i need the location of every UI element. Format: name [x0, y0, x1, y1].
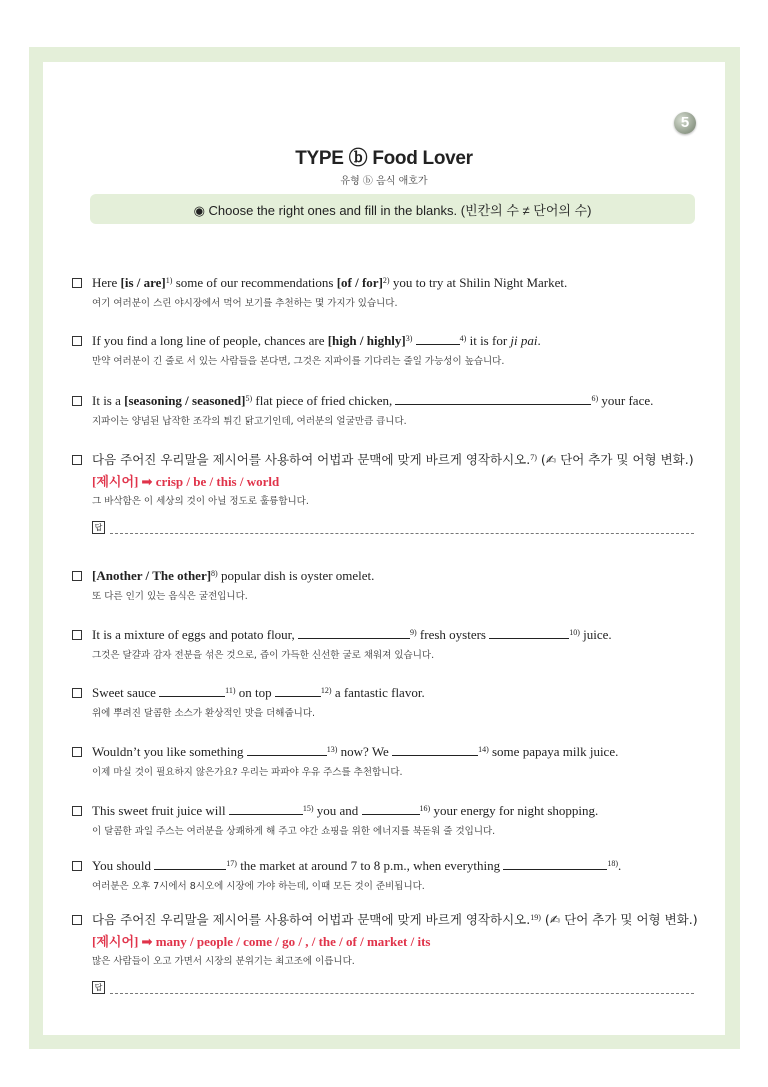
- blank-13[interactable]: [247, 743, 327, 756]
- korean-translation: 여기 여러분이 스린 야시장에서 먹어 보기를 추천하는 몇 가지가 있습니다.: [92, 298, 398, 309]
- text: on top: [235, 685, 275, 700]
- text: You should: [92, 858, 155, 873]
- blank-number: 16): [419, 804, 431, 813]
- checkbox[interactable]: [72, 278, 82, 288]
- blank-18[interactable]: [503, 857, 607, 870]
- korean-translation: 그것은 달걀과 감자 전분을 섞은 것으로, 즙이 가득한 신선한 굴로 채워져 있습니다.: [92, 650, 435, 661]
- text: the market at around 7 to 8 p.m., when everything: [236, 858, 504, 873]
- blank-number: 17): [226, 859, 237, 868]
- answer-label: 답: [92, 981, 105, 994]
- blank-number: 2): [382, 276, 390, 285]
- blank-number: 9): [410, 628, 417, 637]
- text: it is for: [466, 333, 511, 348]
- blank-12[interactable]: [275, 684, 321, 697]
- italic-term: ji pai: [510, 333, 538, 348]
- question-9: [72, 802, 712, 837]
- question-note: (✍ 단어 추가 및 어형 변화.): [540, 912, 698, 927]
- blank-number: 12): [320, 686, 332, 695]
- instruction-banner: [90, 194, 695, 224]
- blank-10[interactable]: [489, 626, 569, 639]
- korean-translation: 이 달콤한 과일 주스는 여러분을 상쾌하게 해 주고 야간 쇼핑을 위한 에너지를 북돋워 줄 것입니다.: [92, 826, 496, 837]
- blank-number: 5): [245, 394, 253, 403]
- blank-number: 19): [530, 913, 541, 922]
- blank-9[interactable]: [298, 626, 410, 639]
- question-3: [72, 392, 712, 427]
- checkbox[interactable]: [72, 915, 82, 925]
- choice-5: [seasoning / seasoned]: [124, 393, 246, 408]
- hint-words: [제시어] ➟ crisp / be / this / world: [92, 474, 280, 489]
- checkbox[interactable]: [72, 396, 82, 406]
- blank-number: 8): [211, 569, 218, 578]
- korean-translation: 그 바삭함은 이 세상의 것이 아닐 정도로 훌륭합니다.: [92, 496, 309, 507]
- answer-line-19[interactable]: [92, 981, 694, 995]
- answer-label: 답: [92, 521, 105, 534]
- page-number-badge: 5: [674, 112, 696, 134]
- checkbox[interactable]: [72, 630, 82, 640]
- text: some papaya milk juice.: [488, 744, 619, 759]
- blank-number: 13): [326, 745, 338, 754]
- korean-translation: 위에 뿌려진 달콤한 소스가 환상적인 맛을 더해줍니다.: [92, 708, 316, 719]
- choice-3: [high / highly]: [327, 333, 406, 348]
- hint-words: [제시어] ➟ many / people / come / go / , / the / of / market / its: [92, 934, 431, 949]
- text: popular dish is oyster omelet.: [217, 568, 375, 583]
- text: your face.: [598, 393, 654, 408]
- text: Sweet sauce: [92, 685, 160, 700]
- question-4: [72, 451, 712, 507]
- korean-translation: 많은 사람들이 오고 가면서 시장의 분위기는 최고조에 이릅니다.: [92, 956, 355, 967]
- choice-2: [of / for]: [336, 275, 383, 290]
- page-subtitle: 유형 ⓑ 음식 애호가: [340, 176, 428, 187]
- question-11: [72, 911, 712, 967]
- korean-translation: 또 다른 인기 있는 음식은 굴전입니다.: [92, 591, 248, 602]
- question-prompt: 다음 주어진 우리말을 제시어를 사용하여 어법과 문맥에 맞게 바르게 영작하시오.: [92, 912, 531, 927]
- question-2: [72, 332, 712, 367]
- checkbox[interactable]: [72, 571, 82, 581]
- blank-number: 7): [530, 453, 537, 462]
- answer-dashed-line: [110, 533, 694, 534]
- question-8: [72, 743, 712, 778]
- korean-translation: 만약 여러분이 긴 줄로 서 있는 사람들을 본다면, 그것은 지파이를 기다리는 줄일 가능성이 높습니다.: [92, 356, 505, 367]
- question-5: [72, 567, 712, 602]
- question-7: [72, 684, 712, 719]
- text: a fantastic flavor.: [331, 685, 425, 700]
- text: Here: [92, 275, 121, 290]
- blank-number: 11): [225, 686, 236, 695]
- blank-4[interactable]: [416, 332, 460, 345]
- blank-17[interactable]: [154, 857, 226, 870]
- checkbox[interactable]: [72, 455, 82, 465]
- text: .: [537, 333, 541, 348]
- text: juice.: [579, 627, 612, 642]
- text: It is a mixture of eggs and potato flour,: [92, 627, 298, 642]
- blank-16[interactable]: [362, 802, 420, 815]
- answer-line-7[interactable]: [92, 521, 694, 535]
- blank-number: 6): [591, 394, 599, 403]
- question-prompt: 다음 주어진 우리말을 제시어를 사용하여 어법과 문맥에 맞게 바르게 영작하시오.: [92, 452, 531, 467]
- korean-translation: 여러분은 오후 7시에서 8시오에 시장에 가야 하는데, 이때 모든 것이 준비됩니다.: [92, 881, 425, 892]
- blank-14[interactable]: [392, 743, 478, 756]
- blank-11[interactable]: [159, 684, 225, 697]
- korean-translation: 지파이는 양념된 납작한 조각의 튀긴 닭고기인데, 여러분의 얼굴만큼 큽니다.: [92, 416, 407, 427]
- page-title: TYPE ⓑ Food Lover: [295, 148, 473, 169]
- text: It is a: [92, 393, 125, 408]
- text: you and: [313, 803, 362, 818]
- text: If you find a long line of people, chances are: [92, 333, 328, 348]
- instruction-text: ◉ Choose the right ones and fill in the blanks. (빈칸의 수 ≠ 단어의 수): [193, 202, 592, 218]
- blank-number: 15): [302, 804, 314, 813]
- choice-1: [is / are]: [120, 275, 166, 290]
- question-note: (✍ 단어 추가 및 어형 변화.): [536, 452, 694, 467]
- text: Wouldn’t you like something: [92, 744, 247, 759]
- text: your energy for night shopping.: [430, 803, 599, 818]
- blank-15[interactable]: [229, 802, 303, 815]
- text: now? We: [337, 744, 393, 759]
- answer-dashed-line: [110, 993, 694, 994]
- blank-number: 10): [569, 628, 580, 637]
- text: This sweet fruit juice will: [92, 803, 229, 818]
- blank-6[interactable]: [395, 392, 591, 405]
- checkbox[interactable]: [72, 806, 82, 816]
- question-1: [72, 274, 712, 309]
- text: some of our recommendations: [172, 275, 337, 290]
- checkbox[interactable]: [72, 861, 82, 871]
- korean-translation: 이제 마실 것이 필요하지 않은가요? 우리는 파파야 우유 주스를 추천합니다.: [92, 767, 403, 778]
- text: you to try at Shilin Night Market.: [389, 275, 568, 290]
- checkbox[interactable]: [72, 747, 82, 757]
- question-6: [72, 626, 712, 661]
- text: fresh oysters: [416, 627, 490, 642]
- blank-number: 14): [478, 745, 489, 754]
- choice-8: [Another / The other]: [92, 568, 212, 583]
- blank-number: 1): [165, 276, 173, 285]
- blank-number: 3): [405, 334, 413, 343]
- checkbox[interactable]: [72, 336, 82, 346]
- checkbox[interactable]: [72, 688, 82, 698]
- blank-number: 4): [459, 334, 467, 343]
- text: .: [618, 858, 622, 873]
- blank-number: 18): [607, 859, 619, 868]
- question-10: [72, 857, 712, 892]
- text: flat piece of fried chicken,: [252, 393, 396, 408]
